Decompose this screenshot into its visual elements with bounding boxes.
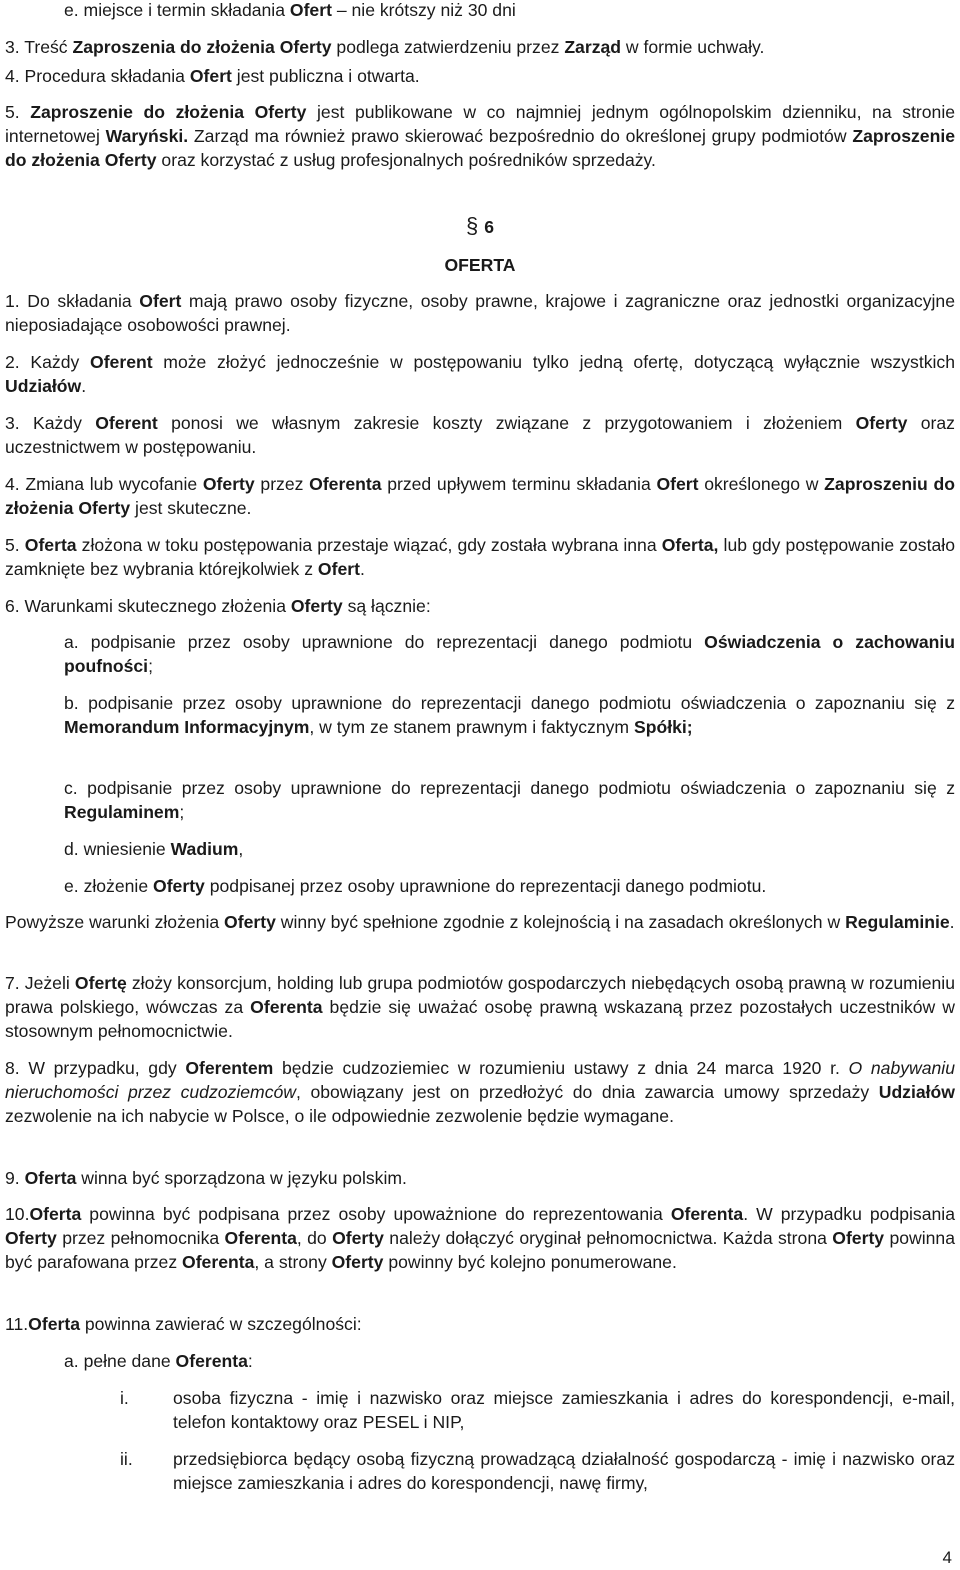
text: winny być spełnione zgodnie z kolejnością i na zasadach określonych w [275, 912, 846, 932]
section-symbol: § [465, 213, 479, 238]
text: 7. Jeżeli [5, 973, 75, 993]
text: , a strony [254, 1252, 332, 1272]
text: e. miejsce i termin składania [64, 0, 290, 20]
text: : [247, 1351, 253, 1371]
bold-term: Oferty [290, 596, 343, 616]
paragraph-6 [5, 594, 955, 618]
bold-term: Oferenta [175, 1351, 248, 1371]
bold-term: Oferta [24, 1168, 77, 1188]
bold-term: Wadium [170, 839, 239, 859]
bold-term: Oferta, [661, 535, 719, 555]
list-label: a. [64, 1351, 84, 1371]
text: wniesienie [83, 839, 171, 859]
bold-term: Oferenta [309, 474, 382, 494]
list-item-6c [64, 776, 955, 824]
paragraph-5-top [5, 100, 955, 172]
list-label: c. [64, 778, 88, 798]
text: Powyższe warunki złożenia [5, 912, 225, 932]
bold-term: Zarząd [564, 37, 622, 57]
bold-term: Ofertę [74, 973, 127, 993]
text: lub gdy postępowanie zostało zamknięte bez wybrania którejkolwiek z [5, 535, 955, 579]
bold-term: Oferent [90, 352, 153, 372]
text: winna być sporządzona w języku polskim. [76, 1168, 407, 1188]
bold-term: Oferentem [185, 1058, 274, 1078]
text: powinny być kolejno ponumerowane. [383, 1252, 677, 1272]
text: jest skuteczne. [130, 498, 252, 518]
text: przedsiębiorca będący osobą fizyczną prowadzącą działalność gospodarczą - imię i nazwisko oraz miejsce zamieszkania i adres do korespondencji, nawę firmy, [173, 1449, 955, 1493]
text: 3. Każdy [5, 413, 96, 433]
text: przez [254, 474, 310, 494]
text: 2. Każdy [5, 352, 91, 372]
bold-term: Zaproszenie do złożenia Oferty [5, 126, 955, 170]
list-item-e-top [64, 0, 955, 22]
list-item-6b [64, 691, 955, 739]
text: należy dołączyć oryginał pełnomocnictwa. Każda strona [383, 1228, 833, 1248]
bold-term: Oferenta [670, 1204, 744, 1224]
text: określonego w [698, 474, 825, 494]
text: 1. Do składania [5, 291, 140, 311]
paragraph-2 [5, 350, 955, 398]
text: podpisanie przez osoby uprawnione do reprezentacji danego podmiotu [90, 632, 705, 652]
list-item-11a-ii [120, 1447, 955, 1497]
bold-term: Ofert [656, 474, 699, 494]
bold-term: Oświadczenia o zachowaniu poufności [64, 632, 956, 676]
text: , obowiązany jest on przedłożyć do dnia zawarcia umowy sprzedaży [295, 1082, 879, 1102]
page-number: 4 [942, 1548, 952, 1567]
text: podlega zatwierdzeniu przez [331, 37, 565, 57]
bold-term: Oferenta [250, 997, 323, 1017]
text: podpisanej przez osoby uprawnione do reprezentacji danego podmiotu. [204, 876, 767, 896]
paragraph-9 [5, 1166, 955, 1190]
list-label: 11. [5, 1314, 29, 1334]
text: 9. [5, 1168, 25, 1188]
list-item-11a [64, 1349, 955, 1373]
bold-term: Oferty [224, 912, 276, 932]
text: powinna zawierać w szczególności: [79, 1314, 362, 1334]
bold-term: Ofert [317, 559, 360, 579]
bold-term: Oferta [28, 1314, 80, 1334]
text: złożona w toku postępowania przestaje wiązać, gdy została wybrana inna [76, 535, 662, 555]
list-label: 10. [5, 1204, 30, 1224]
text: 5. [5, 535, 25, 555]
text: 6. Warunkami skutecznego złożenia [5, 596, 291, 616]
text: ponosi we własnym zakresie koszty związane z przygotowaniem i złożeniem [157, 413, 856, 433]
paragraph-1 [5, 289, 955, 337]
paragraph-11 [5, 1312, 955, 1336]
text: 8. W przypadku, gdy [5, 1058, 186, 1078]
bold-term: Oferty [153, 876, 205, 896]
text: ; [179, 802, 185, 822]
text: powinna być podpisana przez osoby upoważnione do reprezentowania [81, 1204, 671, 1224]
text: podpisanie przez osoby uprawnione do reprezentacji danego podmiotu oświadczenia o zapoznaniu się z [88, 693, 955, 713]
text: są łącznie: [342, 596, 431, 616]
bold-term: Oferty [855, 413, 908, 433]
bold-term: Zaproszenie do złożenia Oferty [30, 102, 307, 122]
bold-term: Oferty [332, 1228, 384, 1248]
text: 3. Treść [5, 37, 73, 57]
bold-term: Oferty [331, 1252, 384, 1272]
text: 4. Procedura składania [5, 66, 190, 86]
paragraph-3 [5, 411, 955, 459]
paragraph-3-top [5, 35, 955, 59]
text: może złożyć jednocześnie w postępowaniu tylko jedną ofertę, dotyczącą wyłącznie wszystkich [152, 352, 956, 372]
text: w formie uchwały. [621, 37, 765, 57]
bold-term: Spółki; [633, 717, 693, 737]
text: złoży konsorcjum, holding lub grupa podmiotów gospodarczych niebędących osobą prawną w rozumieniu prawa polskiego, wówczas za [5, 973, 955, 1017]
bold-term: Oferty [202, 474, 255, 494]
list-label: ii. [120, 1449, 133, 1469]
text: przed upływem terminu składania [381, 474, 657, 494]
text: 4. Zmiana lub wycofanie [5, 474, 203, 494]
bold-term: Oferenta [224, 1228, 297, 1248]
text: złożenie [83, 876, 154, 896]
text: przez pełnomocnika [56, 1228, 225, 1248]
section-number: 6 [484, 217, 495, 237]
bold-term: Ofert [139, 291, 182, 311]
text: 5. [5, 102, 31, 122]
bold-term: Regulaminem [64, 802, 180, 822]
bold-term: Memorandum Informacyjnym [64, 717, 310, 737]
text: jest publiczna i otwarta. [231, 66, 420, 86]
text: podpisanie przez osoby uprawnione do reprezentacji danego podmiotu oświadczenia o zapoznaniu się z [87, 778, 955, 798]
text: , w tym ze stanem prawnym i faktycznym [309, 717, 634, 737]
bold-term: Zaproszeniu do złożenia Oferty [5, 474, 955, 518]
text: ; [148, 656, 153, 676]
bold-term: Ofert [189, 66, 232, 86]
list-label: b. [64, 693, 89, 713]
text: – nie krótszy niż 30 dni [331, 0, 516, 20]
section-heading [0, 214, 960, 239]
text: . [949, 912, 955, 932]
text: powinna być parafowana przez [5, 1228, 956, 1272]
text: Zarząd ma również prawo skierować bezpośrednio do określonej grupy podmiotów [188, 126, 853, 146]
list-label: e. [64, 876, 84, 896]
bold-term: Oferenta [182, 1252, 255, 1272]
bold-term: Oferty [832, 1228, 885, 1248]
paragraph-7 [5, 971, 955, 1043]
list-label: i. [120, 1388, 129, 1408]
bold-term: Udziałów [878, 1082, 955, 1102]
paragraph-4-top [5, 64, 955, 88]
bold-term: Waryński. [105, 126, 189, 146]
bold-term: Oferent [95, 413, 158, 433]
text: oraz korzystać z usług profesjonalnych pośredników sprzedaży. [156, 150, 656, 170]
text: jest publikowane w co najmniej jednym ogólnopolskim dzienniku, na stronie internetowej [5, 102, 956, 146]
paragraph-10 [5, 1202, 955, 1274]
paragraph-4 [5, 472, 955, 520]
list-item-11a-i [120, 1386, 955, 1436]
text: , [238, 839, 244, 859]
text: zezwolenie na ich nabycie w Polsce, o ile odpowiednie zezwolenie będzie wymagane. [5, 1106, 674, 1126]
text: , do [296, 1228, 333, 1248]
bold-term: Oferta [24, 535, 77, 555]
section-title: OFERTA [444, 255, 516, 275]
paragraph-5 [5, 533, 955, 581]
bold-term: Ofert [289, 0, 332, 20]
text: osoba fizyczna - imię i nazwisko oraz miejsce zamieszkania i adres do korespondencji, e-mail, telefon kontaktowy oraz PESEL i NIP, [173, 1388, 955, 1432]
bold-term: Udziałów [5, 376, 82, 396]
list-label: d. [64, 839, 84, 859]
bold-term: Oferty [5, 1228, 57, 1248]
text: oraz uczestnictwem w postępowaniu. [5, 413, 955, 457]
bold-term: Zaproszenia do złożenia Oferty [72, 37, 332, 57]
paragraph-6-summary [5, 910, 955, 934]
text: pełne dane [83, 1351, 176, 1371]
list-item-6e [64, 874, 955, 898]
list-label: a. [64, 632, 91, 652]
text: mają prawo osoby fizyczne, osoby prawne, krajowe i zagraniczne oraz jednostki organizacyjne nieposiadające osobowości prawnej. [5, 291, 956, 335]
text: . [359, 559, 365, 579]
text: będzie cudzoziemiec w rozumieniu ustawy z dnia 24 marca 1920 r. [273, 1058, 849, 1078]
list-item-6d [64, 837, 955, 861]
paragraph-8 [5, 1056, 955, 1128]
italic-title: O nabywaniu nieruchomości przez cudzoziemców [5, 1058, 956, 1102]
bold-term: Regulaminie [845, 912, 950, 932]
text: . [81, 376, 87, 396]
bold-term: Oferta [29, 1204, 82, 1224]
text: . W przypadku podpisania [743, 1204, 955, 1224]
text: będzie się uważać osobę prawną wskazaną przez pozostałych uczestników w stosownym pełnomocnictwie. [5, 997, 955, 1041]
list-item-6a [64, 630, 955, 678]
